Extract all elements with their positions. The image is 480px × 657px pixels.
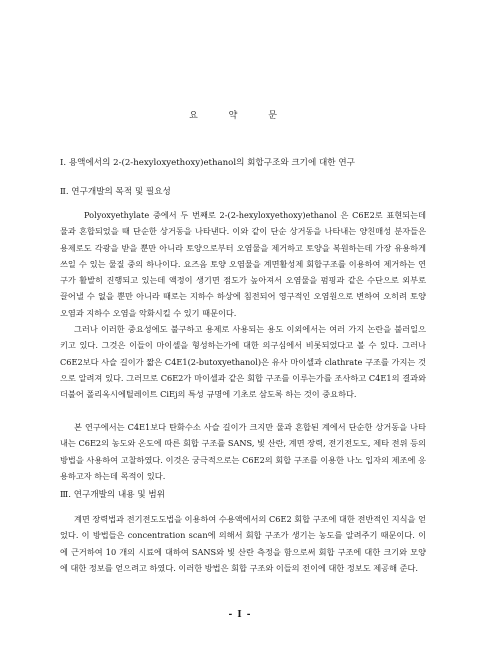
page-title: 요 약 문: [189, 111, 291, 121]
paragraph-1: Polyoxyethylate 중에서 두 번째로 2-(2-hexyloxyethoxy)ethanol 은 C6E2로 표현되는데 물과 혼합되었을 때 단순한 상거동을 나타낸다. 이와 같이 단순 상거동을 나타내는 양친매성 분자들은 용제로도 각광을 받을 뿐만 아니라 토양으로부터 오염물을 제거하고 토양을 복원하는데 가장 유용하게 쓰일 수 있는 물질 중의 하나이다. 요즈음 토양 오염물을 계면활성제 회합구조를 이용하여 제거하는 연구가 활발히 진행되고 있는데 액정이 생기면 점도가 높아져서 오염물을 펌핑과 같은 수단으로 외부로 끌어낼 수 없을 뿐만 아니라 때로는 지하수 하상에 침전되어 영구적인 오염원으로 변하여 오히려 토양 오염과 지하수 오염을 악화시킬 수 있기 때문이다.: [60, 210, 426, 318]
section-heading-2: Ⅱ. 연구개발의 목적 및 필요성: [60, 187, 171, 197]
paragraph-3: 본 연구에서는 C4E1보다 탄화수소 사슬 길이가 크지만 물과 혼합된 계에서 단순한 상거동을 나타내는 C6E2의 농도와 온도에 따른 회합 구조를 SANS, 빛 산란, 계면 장력, 전기전도도, 제타 전위 등의 방법을 사용하여 고찰하였다. 이것은 궁극적으로는 C6E2의 회합 구조를 이용한 나노 입자의 제조에 응용하고자 하는데 목적이 있다.: [60, 422, 426, 481]
paragraph-2: 그러나 이러한 중요성에도 불구하고 용제로 사용되는 용도 이외에서는 여러 가지 논란을 불러일으키고 있다. 그것은 이들이 마이셀을 형성하는가에 대한 의구심에서 비롯되었다고 볼 수 있다. 그러나 C6E2보다 사슬 길이가 짧은 C4E1(2-butoxyethanol)은 유사 마이셀과 clathrate 구조를 가지는 것으로 알려져 있다. 그러므로 C6E2가 마이셀과 같은 회합 구조를 이루는가를 조사하고 C4E1의 결과와 더불어 폴리옥시에틸레이트 CiEj의 특성 규명에 기초로 삼도록 하는 것이 중요하다.: [60, 324, 426, 400]
page-number: - I -: [228, 610, 252, 620]
section-heading-3: Ⅲ. 연구개발의 내용 및 범위: [60, 490, 165, 500]
paragraph-4: 계면 장력법과 전기전도도법을 이용하여 수용액에서의 C6E2 회합 구조에 대한 전반적인 지식을 얻었다. 이 방법들은 concentration scan에 의해서 회합 구조가 생기는 농도를 알려주기 때문이다. 이에 근거하여 10 개의 시료에 대하여 SANS와 빛 산란 측정을 함으로써 회합 구조에 대한 크기와 모양에 대한 정보를 얻으려고 하였다. 이러한 방법은 회합 구조와 이들의 전이에 대한 정보도 제공해 준다.: [60, 514, 426, 573]
section-heading-1: Ⅰ. 용액에서의 2-(2-hexyloxyethoxy)ethanol의 회합구조와 크기에 대한 연구: [60, 158, 355, 168]
